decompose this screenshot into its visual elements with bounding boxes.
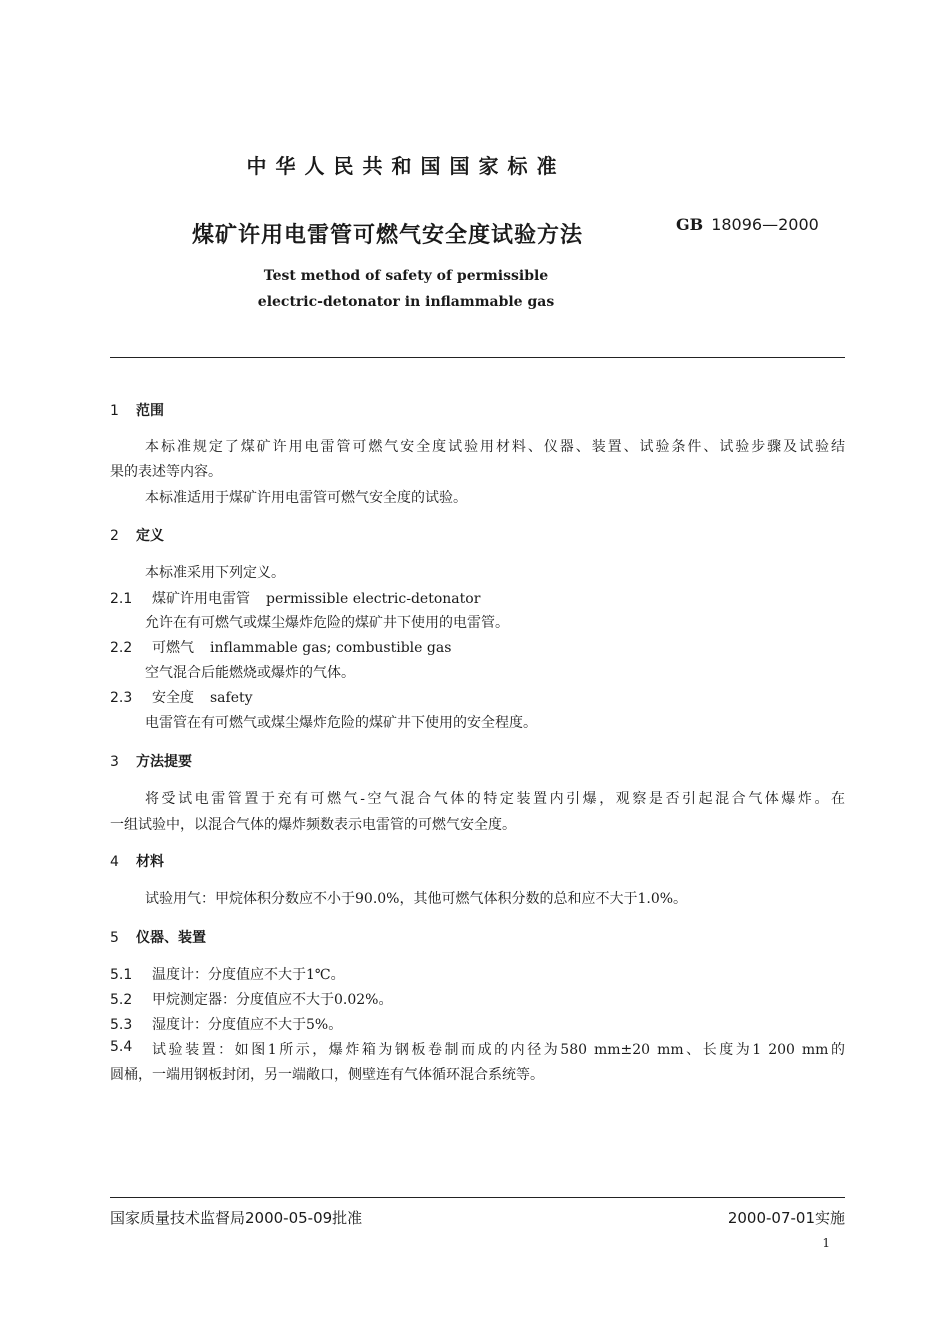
header-divider (110, 357, 845, 358)
definition-2-1 (110, 588, 480, 608)
section-5-heading (110, 927, 206, 947)
term-cn: 安全度 (152, 690, 194, 706)
clause-number: 5.2 (110, 992, 133, 1008)
clause-number: 5.4 (110, 1039, 133, 1055)
section-1-paragraph-line1: 本标准规定了煤矿许用电雷管可燃气安全度试验用材料、仪器、装置、试验条件、试验步骤及试验结 (145, 439, 845, 455)
section-number: 2 (110, 528, 119, 544)
section-title: 材料 (136, 854, 164, 870)
clause-text-line1: 试验装置：如图1所示，爆炸箱为钢板卷制而成的内径为580 mm±20 mm、长度为1 200 mm的 (152, 1042, 845, 1058)
term-en: safety (210, 690, 253, 706)
clause-5-3 (110, 1014, 342, 1034)
section-number: 4 (110, 854, 119, 870)
clause-number: 2.2 (110, 640, 133, 656)
section-1-paragraph-2: 本标准适用于煤矿许用电雷管可燃气安全度的试验。 (145, 490, 467, 506)
section-number: 1 (110, 403, 119, 419)
term-en: inflammable gas; combustible gas (210, 640, 452, 656)
page-number: 1 (822, 1236, 830, 1250)
implementation-line: 2000-07-01实施 (727, 1209, 845, 1227)
clause-text: 甲烷测定器：分度值应不大于0.02%。 (152, 992, 393, 1008)
standard-code: 18096—2000 (711, 215, 819, 234)
section-title: 方法提要 (136, 754, 192, 770)
section-3-paragraph-line2: 一组试验中，以混合气体的爆炸频数表示电雷管的可燃气安全度。 (110, 817, 516, 833)
standard-number (676, 215, 819, 234)
clause-number: 5.1 (110, 967, 133, 983)
section-number: 3 (110, 754, 119, 770)
section-3-heading (110, 751, 192, 771)
section-number: 5 (110, 930, 119, 946)
approval-line: 国家质量技术监督局2000-05-09批准 (110, 1209, 363, 1227)
clause-5-4-line2: 圆桶，一端用钢板封闭，另一端敞口，侧壁连有气体循环混合系统等。 (110, 1067, 544, 1083)
section-4-heading (110, 851, 164, 871)
definition-2-1-text: 允许在有可燃气或煤尘爆炸危险的煤矿井下使用的电雷管。 (145, 615, 509, 631)
definition-2-2-text: 空气混合后能燃烧或爆炸的气体。 (145, 665, 355, 681)
document-title-en-line1: Test method of safety of permissible (263, 268, 549, 284)
standard-prefix: GB (676, 215, 704, 234)
document-title-cn: 煤矿许用电雷管可燃气安全度试验方法 (192, 223, 584, 248)
section-2-intro: 本标准采用下列定义。 (145, 565, 285, 581)
term-cn: 可燃气 (152, 640, 194, 656)
clause-text: 湿度计：分度值应不大于5%。 (152, 1017, 343, 1033)
section-1-heading (110, 400, 164, 420)
document-title-en-line2: electric-detonator in inflammable gas (257, 294, 555, 310)
section-title: 范围 (136, 403, 164, 419)
definition-2-2 (110, 637, 451, 657)
national-standard-heading: 中华人民共和国国家标准 (246, 154, 566, 178)
clause-number: 2.1 (110, 591, 133, 607)
term-cn: 煤矿许用电雷管 (152, 591, 250, 607)
section-title: 仪器、装置 (136, 930, 206, 946)
section-2-heading (110, 525, 164, 545)
footer-divider (110, 1197, 845, 1198)
clause-5-4 (110, 1039, 845, 1059)
definition-2-3-text: 电雷管在有可燃气或煤尘爆炸危险的煤矿井下使用的安全程度。 (145, 715, 537, 731)
section-4-paragraph: 试验用气：甲烷体积分数应不小于90.0%，其他可燃气体积分数的总和应不大于1.0%。 (145, 891, 688, 907)
clause-5-1 (110, 964, 345, 984)
clause-number: 2.3 (110, 690, 133, 706)
term-en: permissible electric-detonator (266, 591, 481, 607)
clause-number: 5.3 (110, 1017, 133, 1033)
definition-2-3 (110, 687, 253, 707)
section-1-paragraph-line2: 果的表述等内容。 (110, 464, 222, 480)
section-title: 定义 (136, 528, 164, 544)
section-3-paragraph-line1: 将受试电雷管置于充有可燃气-空气混合气体的特定装置内引爆，观察是否引起混合气体爆炸。在 (145, 791, 845, 807)
clause-5-2 (110, 989, 392, 1009)
clause-text: 温度计：分度值应不大于1℃。 (152, 967, 345, 983)
